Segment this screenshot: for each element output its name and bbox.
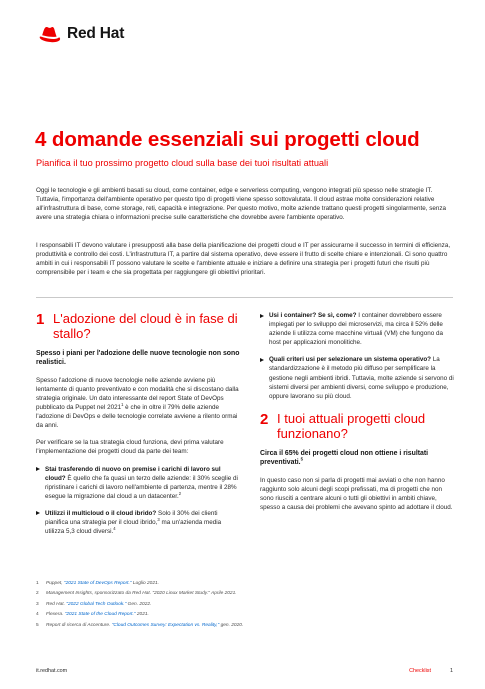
footer-url[interactable]: it.redhat.com [36, 668, 68, 674]
intro-paragraph: Oggi le tecnologie e gli ambienti basati su cloud, come container, edge e serverless computing, vengono integrati più spesso nelle strategie IT. Tuttavia, l'importanza dell'ambiente operativo per questo tipo di progetti viene spesso sottovalutata. Il cloud astrae molte considerazioni relative all'infrastruttura di base, come storage, reti, capacità e integrazione. Per questo motivo, molte aziende trattano questi progetti singolarmente, senza avere una strategia chiara o informazioni precise sulle caratteristiche che dovrebbe avere l'ambiente operativo. [36, 187, 447, 222]
footer-doc-type: Checklist [409, 668, 431, 674]
question-list [36, 465, 240, 537]
page-subtitle: Pianifica il tuo prossimo progetto cloud sulla base dei tuoi risultati attuali [36, 158, 329, 168]
footnote: 5 Report di ricerca di Accenture. "Cloud Outcomes Survey: Expectation vs. Reality," gen. 2020. [36, 622, 244, 628]
section-lead: Spesso i piani per l'adozione delle nuove tecnologie non sono realistici. [36, 350, 240, 367]
right-column [260, 311, 455, 520]
section-paragraph: Spesso l'adozione di nuove tecnologie nelle aziende avviene più lentamente di quanto preventivato e con modalità che si discostano dalla strategia originale. Un dato interessante del report State of DevOps pubblicato da Puppet nel 2021$^1$ è che in oltre il 79% delle aziende l'adozione di DevOps e delle tecnologie correlate avviene a rilento ormai da anni. [36, 376, 239, 430]
question-list [260, 311, 455, 401]
section-title: I tuoi attuali progetti cloud funzionano? [277, 410, 426, 441]
footnote: 4 Flexera. "2021 State of the Cloud Report." 2021. [36, 612, 149, 618]
section-1-header [36, 311, 240, 341]
footnote: 3 Red Hat. "2022 Global Tech Outlook." Gen. 2022. [36, 601, 152, 607]
red-hat-fedora-icon [36, 26, 61, 43]
footnote-ref[interactable]: 5 [300, 456, 303, 462]
section-paragraph: Per verificare se la tua strategia cloud funziona, devi prima valutare l'implementazione dei progetti cloud da parte dei team: [36, 439, 224, 456]
intro-paragraph: I responsabili IT devono valutare i presupposti alla base della pianificazione dei progetti cloud e IT per assicurarne il successo in termini di efficienza, produttività e controllo dei costi. L'infrastruttura IT, a partire dal sistema operativo, deve essere il frutto di scelte chiare e intenzionali. Ci sono quattro ambiti in cui i responsabili IT possono valutare le scelte e l'ambiente attuale e iniziare a definire una strategia per i progetti futuri che risulti più comprensibile per i team e che sia progettata per raggiungere gli obiettivi prioritari. [36, 242, 451, 277]
footnote-ref[interactable]: 3 [157, 516, 160, 522]
section-divider [36, 297, 453, 298]
section-number: 2 [260, 410, 269, 428]
section-title: L'adozione del cloud è in fase di stallo? [53, 311, 238, 341]
footnote-ref[interactable]: 2 [178, 490, 182, 496]
logo-wordmark: Red Hat [67, 25, 125, 42]
list-item: Usi i container? Se sì, come? I container dovrebbero essere impiegati per lo sviluppo dei microservizi, ma circa il 52% delle aziende li utilizza come macchine virtuali (VM) che fungono da host per applicazioni monolitiche. [260, 311, 455, 347]
section-number: 1 [36, 311, 45, 328]
footnote-link[interactable]: "Cloud Outcomes Survey: Expectation vs. Reality," [111, 622, 220, 628]
list-item: Quali criteri usi per selezionare un sistema operativo? La standardizzazione è il metodo più diffuso per semplificare la gestione negli ambienti ibridi. Tuttavia, molte aziende si servono di sistemi diversi per ambienti diversi, come sviluppo e produzione, oppure lavorano su più cloud. [260, 355, 455, 400]
section-lead: Circa il 65% dei progetti cloud non ottiene i risultati preventivati.$^5$ [260, 449, 429, 467]
footnote-ref[interactable]: 4 [113, 526, 116, 532]
list-item: Utilizzi il multicloud o il cloud ibrido? Solo il 30% dei clienti pianifica una strategia per il cloud ibrido,$^3$ ma un'azienda media utilizza 5,3 cloud diversi.$^4$ [36, 509, 240, 536]
page-number: 1 [450, 668, 453, 674]
footnotes [36, 579, 453, 631]
footnote-ref[interactable]: 1 [121, 402, 124, 407]
footnote: 2 Management Insights, sponsorizzato da Red Hat. "2020 Linux Market Study." Aprile 2021. [36, 591, 237, 597]
red-hat-logo [36, 25, 124, 43]
footnote-link[interactable]: "2021 State of the Cloud Report." [64, 612, 136, 618]
section-paragraph: In questo caso non si parla di progetti mai avviati o che non hanno raggiunto solo alcuni degli scopi prefissati, ma di progetti che non sono riusciti a centrare alcuni o tutti gli obiettivi in ambiti chiave, spesso a causa dei problemi che avevano spinto ad adottare il cloud. [260, 476, 453, 511]
footnote-link[interactable]: "2021 State of DevOps Report." [63, 581, 132, 586]
section-1 [36, 311, 240, 544]
footnote: 1 Puppet, "2021 State of DevOps Report." Luglio 2021. [36, 581, 160, 586]
page-title: 4 domande essenziali sui progetti cloud [35, 128, 420, 151]
section-2-header [260, 411, 455, 441]
list-item: Stai trasferendo di nuovo on premise i carichi di lavoro sul cloud? È quello che fa quasi un terzo delle aziende: il 30% sceglie di ripristinare i carichi di lavoro nell'ambiente di partenza, mentre il 28% esegue la migrazione dal cloud a un datacenter.$^2$ [36, 465, 240, 501]
footnote-link[interactable]: "2022 Global Tech Outlook." [66, 601, 127, 607]
